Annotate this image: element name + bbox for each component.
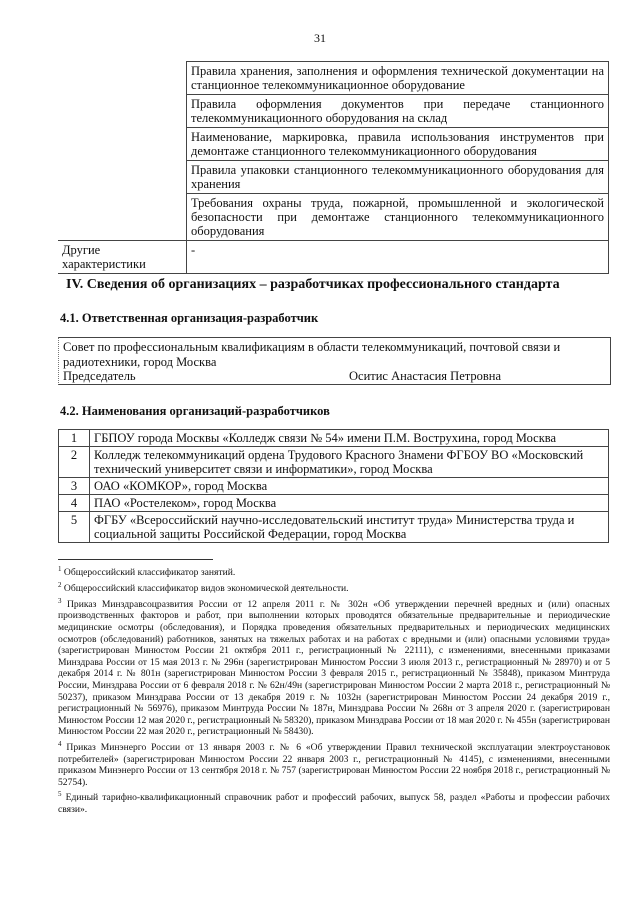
row-label (58, 95, 187, 128)
footnote-text: Общероссийский классификатор видов экономической деятельности. (63, 582, 349, 594)
row-number: 5 (59, 512, 90, 543)
table-row (59, 447, 609, 478)
row-number: 2 (59, 447, 90, 478)
table-row (59, 430, 609, 447)
org-name: Колледж телекоммуникаций ордена Трудового Красного Знамени ФГБОУ ВО «Московский технический университет связи и информатики», город Москва (90, 447, 609, 478)
footnotes (58, 564, 610, 817)
developers-heading: 4.2. Наименования организаций-разработчиков (60, 404, 330, 418)
table-row (58, 194, 609, 241)
footnote-mark: 1 (58, 565, 62, 573)
footnote (58, 789, 610, 815)
footnote-mark: 4 (58, 739, 62, 748)
responsible-org-name: Совет по профессиональным квалификациям в области телекоммуникаций, почтовой связи и радиотехники, город Москва (63, 340, 561, 369)
row-text: Правила упаковки станционного телекоммуникационного оборудования для хранения (187, 161, 609, 194)
row-text: Правила оформления документов при передаче станционного телекоммуникационного оборудования на склад (187, 95, 609, 128)
responsible-person: Оситис Анастасия Петровна (349, 369, 502, 383)
footnote (58, 580, 610, 595)
table-row (58, 161, 609, 194)
table-row (59, 478, 609, 495)
footnote-mark: 2 (58, 580, 62, 589)
org-name: ПАО «Ростелеком», город Москва (90, 495, 609, 512)
section-title: IV. Сведения об организациях – разработчиках профессионального стандарта (66, 277, 560, 292)
row-text: - (187, 241, 609, 274)
developers-table (58, 429, 609, 543)
table-row (58, 95, 609, 128)
row-label (58, 62, 187, 95)
org-name: ГБПОУ города Москвы «Колледж связи № 54» имени П.М. Вострухина, город Москва (90, 430, 609, 447)
org-name: ФГБУ «Всероссийский научно-исследовательский институт труда» Министерства труда и социальной защиты Российской Федерации, город Москва (90, 512, 609, 543)
table-row (59, 495, 609, 512)
footnote-text: Приказ Минздравсоцразвития России от 12 апреля 2011 г. № 302н «Об утверждении перечней вредных и (или) опасных производственных факторов и работ, при выполнении которых проводятся обязательные предварительные и периодические медицинские осмотры (обследования), и Порядка проведения обязательных предварительных и периодических медицинских осмотров (обследований) работников, занятых на тяжелых работах и на работах с вредными и (или) опасными условиями труда» (зарегистрирован Минюстом России 21 октября 2011 г., регистрационный № 22111), с изменениями, внесенными приказами Минздрава России от 15 мая 2013 г. № 296н (зарегистрирован Минюстом России 3 июля 2013 г., регистрационный № 28970) и от 5 декабря 2014 г. № 801н (зарегистрирован Минюстом России 3 февраля 2015 г., регистрационный № 35848), приказом Минтруда России, Минздрава России от 6 февраля 2018 г. № 62н/49н (зарегистрирован Минюстом России 2 марта 2018 г., регистрационный № 50237), приказом Минздрава России от 13 декабря 2019 г. № 1032н (зарегистрирован Минюстом России 24 декабря 2019 г., регистрационный № 56976), приказом Минтруда России № 187н, Минздрава России № 268н от 3 апреля 2020 г. (зарегистрирован Минюстом России 12 мая 2020 г., регистрационный № 58320), приказом Минздрава России от 18 мая 2020 г. № 455н (зарегистрирован Минюстом России 22 мая 2020 г., регистрационный № 58430). (58, 598, 610, 738)
footnote (58, 739, 610, 789)
table-row (58, 241, 609, 274)
footnote-text: Единый тарифно-квалификационный справочник работ и профессий рабочих, выпуск 58, раздел «Работы и профессии рабочих связи». (58, 792, 610, 816)
table-row (58, 128, 609, 161)
responsible-role: Председатель (63, 369, 136, 383)
responsible-heading: 4.1. Ответственная организация-разработчик (60, 311, 319, 325)
row-number: 3 (59, 478, 90, 495)
row-text: Правила хранения, заполнения и оформления технической документации на станционное телекоммуникационное оборудование (187, 62, 609, 95)
row-label: Другие характеристики (58, 241, 187, 274)
row-label (58, 128, 187, 161)
footnote (58, 596, 610, 738)
table-row (59, 512, 609, 543)
responsible-org-box (58, 337, 611, 385)
characteristics-table (58, 61, 609, 274)
row-number: 1 (59, 430, 90, 447)
row-text: Наименование, маркировка, правила использования инструментов при демонтаже станционного телекоммуникационного оборудования (187, 128, 609, 161)
footnote-mark: 3 (58, 596, 62, 605)
org-name: ОАО «КОМКОР», город Москва (90, 478, 609, 495)
footnote (58, 564, 610, 579)
footnote-divider (58, 559, 213, 560)
row-text: Требования охраны труда, пожарной, промышленной и экологической безопасности при демонтаже станционного телекоммуникационного оборудования (187, 194, 609, 241)
row-number: 4 (59, 495, 90, 512)
footnote-text: Общероссийский классификатор занятий. (63, 567, 236, 579)
table-row (58, 62, 609, 95)
page-number: 31 (314, 31, 326, 45)
footnote-text: Приказ Минэнерго России от 13 января 2003 г. № 6 «Об утверждении Правил технической эксплуатации электроустановок потребителей» (зарегистрирован Минюстом России 22 января 2003 г., регистрационный № 4145), с изменениями, внесенными приказом Минэнерго России от 13 сентября 2018 г. № 757 (зарегистрирован Минюстом России 22 ноября 2018 г., регистрационный № 52754). (58, 742, 611, 788)
row-label (58, 194, 187, 241)
footnote-mark: 5 (58, 790, 62, 799)
row-label (58, 161, 187, 194)
